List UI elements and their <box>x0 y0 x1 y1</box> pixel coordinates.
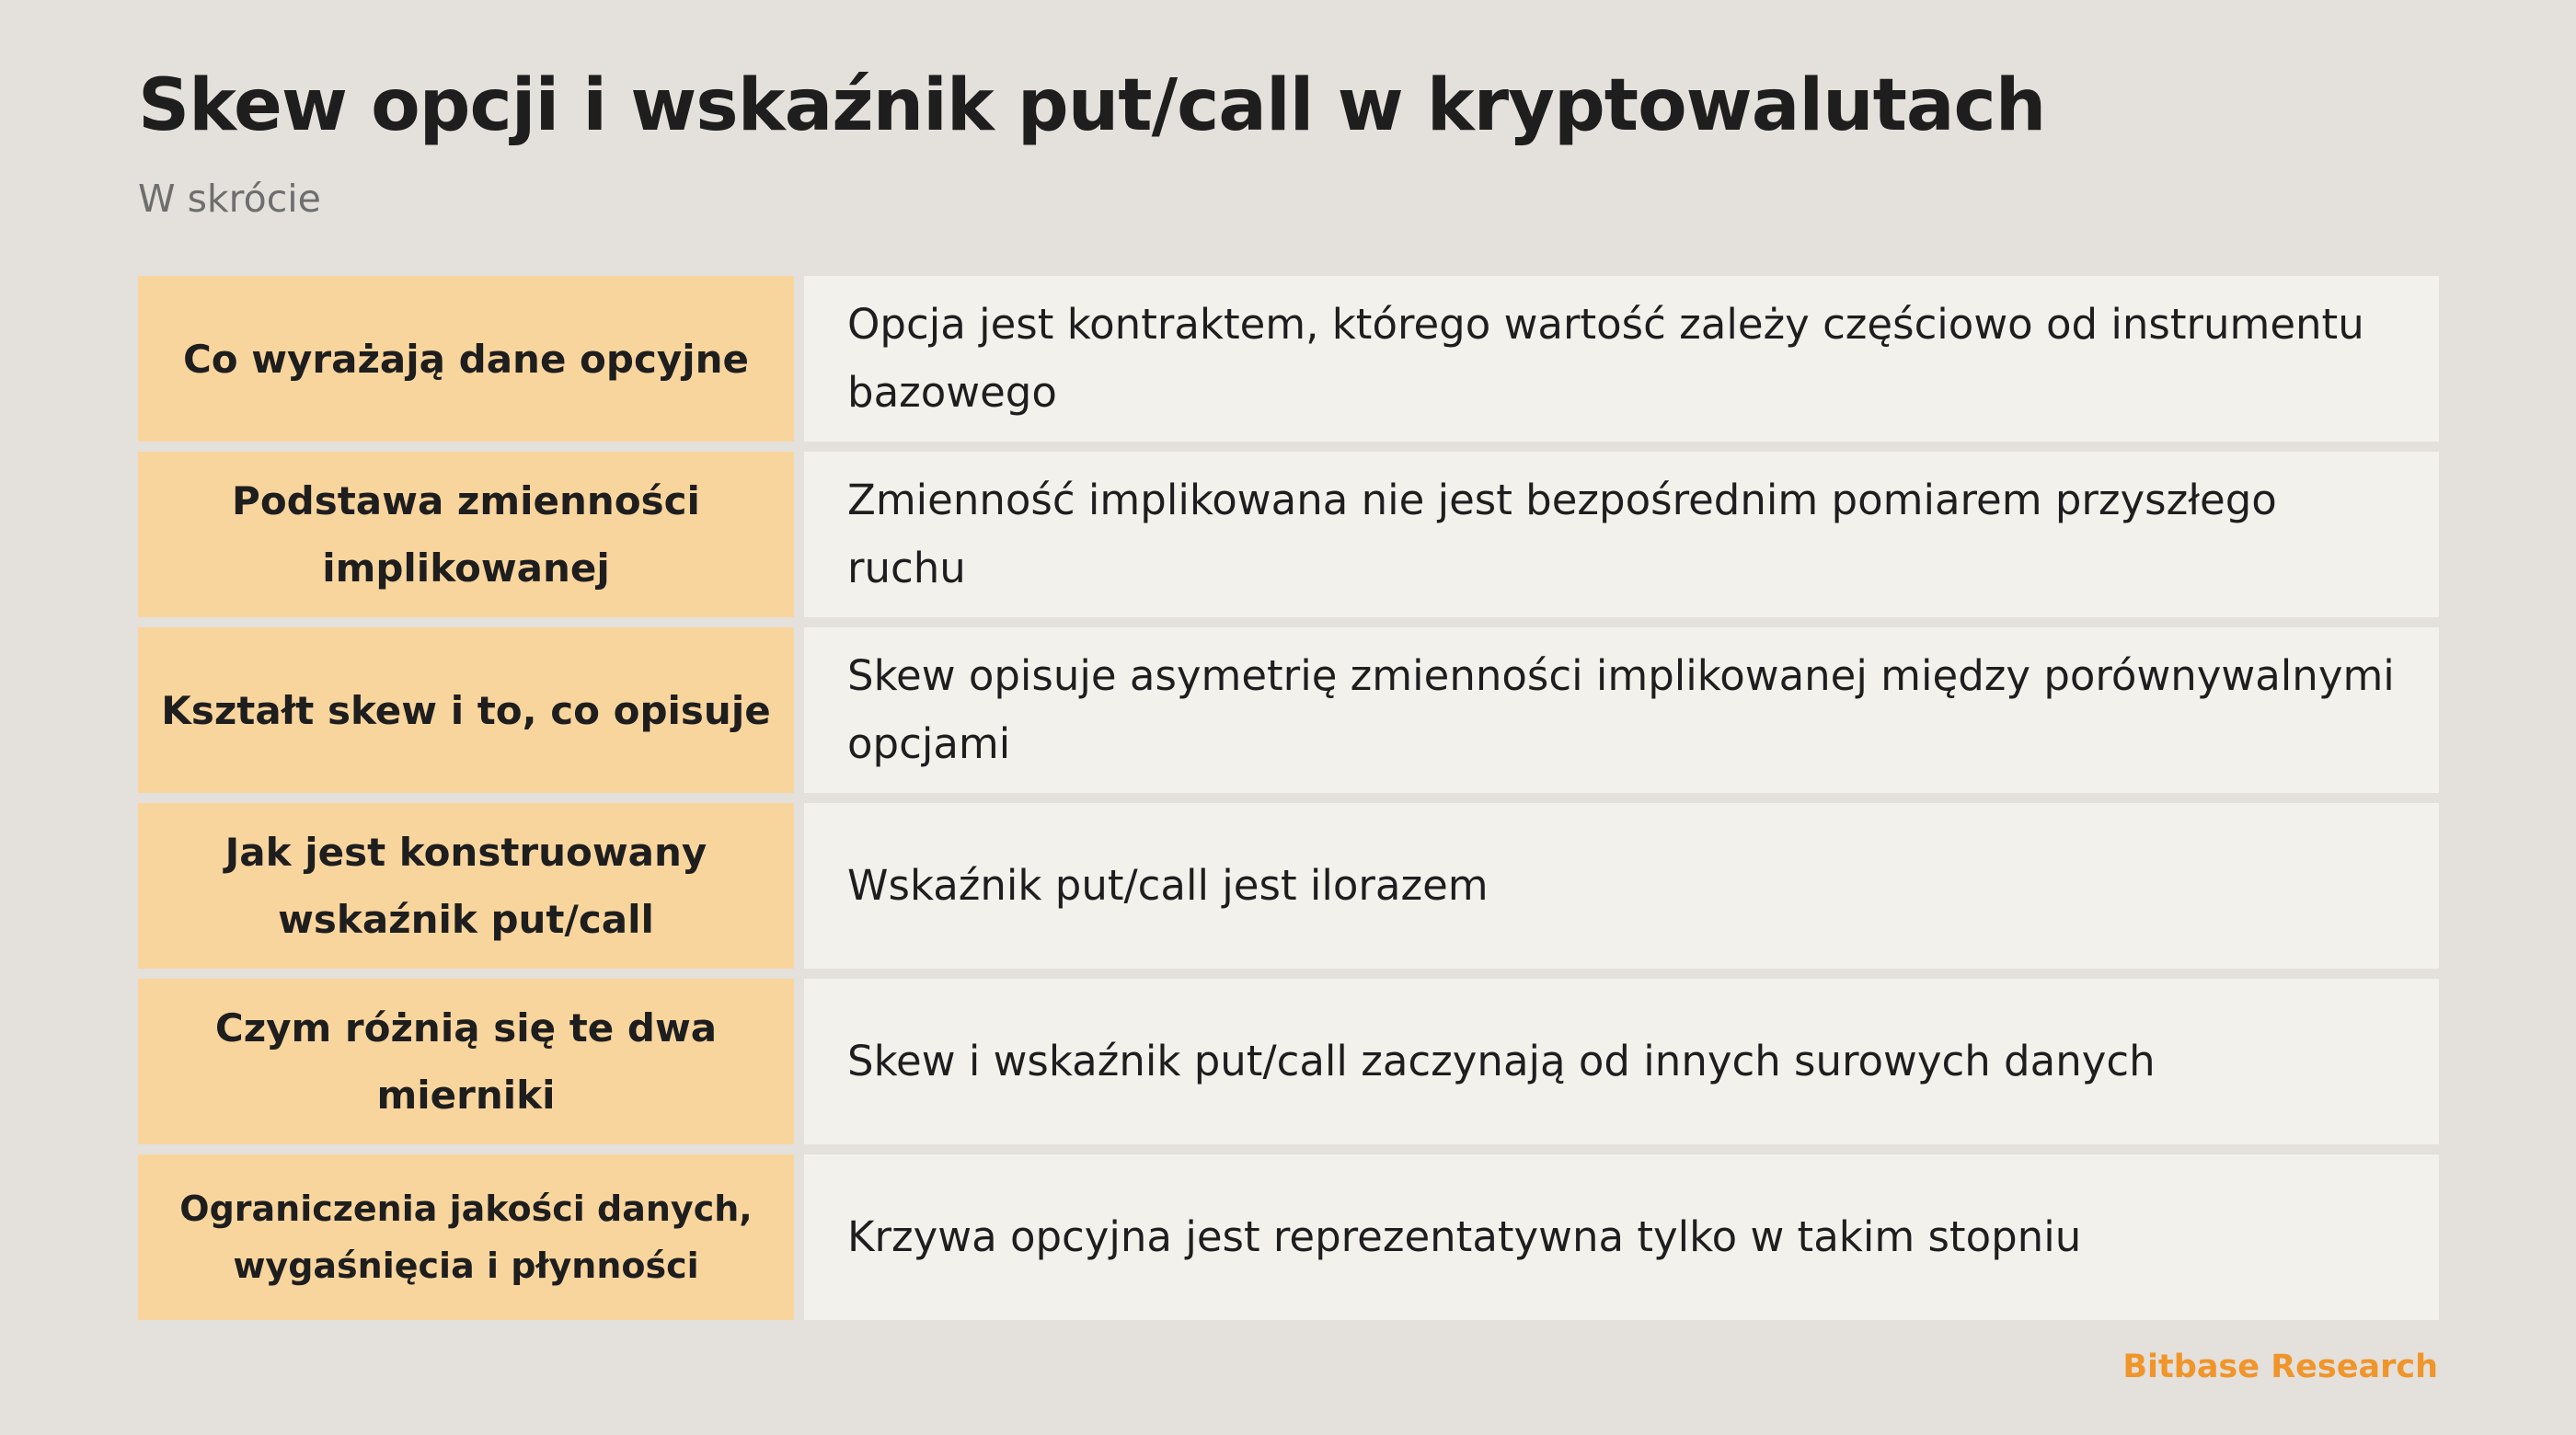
table-row <box>138 1154 2439 1320</box>
row-value: Opcja jest kontraktem, którego wartość zależy częściowo od instrumentu bazowego <box>804 276 2439 442</box>
row-value: Wskaźnik put/call jest ilorazem <box>804 803 2439 969</box>
page-title: Skew opcji i wskaźnik put/call w kryptowalutach <box>138 64 2046 147</box>
row-label: Czym różnią się te dwa mierniki <box>138 979 794 1144</box>
row-label: Co wyrażają dane opcyjne <box>138 276 794 442</box>
summary-table <box>138 276 2439 1320</box>
row-label: Ograniczenia jakości danych, wygaśnięcia i płynności <box>138 1154 794 1320</box>
row-label: Podstawa zmienności implikowanej <box>138 452 794 617</box>
row-value: Skew opisuje asymetrię zmienności implikowanej między porównywalnymi opcjami <box>804 627 2439 793</box>
brand-footer: Bitbase Research <box>2122 1349 2438 1385</box>
row-value: Skew i wskaźnik put/call zaczynają od innych surowych danych <box>804 979 2439 1144</box>
table-row <box>138 276 2439 442</box>
page-subtitle: W skrócie <box>138 177 321 221</box>
row-label: Jak jest konstruowany wskaźnik put/call <box>138 803 794 969</box>
row-label: Kształt skew i to, co opisuje <box>138 627 794 793</box>
table-row <box>138 803 2439 969</box>
table-row <box>138 452 2439 617</box>
row-value: Krzywa opcyjna jest reprezentatywna tylko w takim stopniu <box>804 1154 2439 1320</box>
row-value: Zmienność implikowana nie jest bezpośrednim pomiarem przyszłego ruchu <box>804 452 2439 617</box>
table-row <box>138 627 2439 793</box>
table-row <box>138 979 2439 1144</box>
